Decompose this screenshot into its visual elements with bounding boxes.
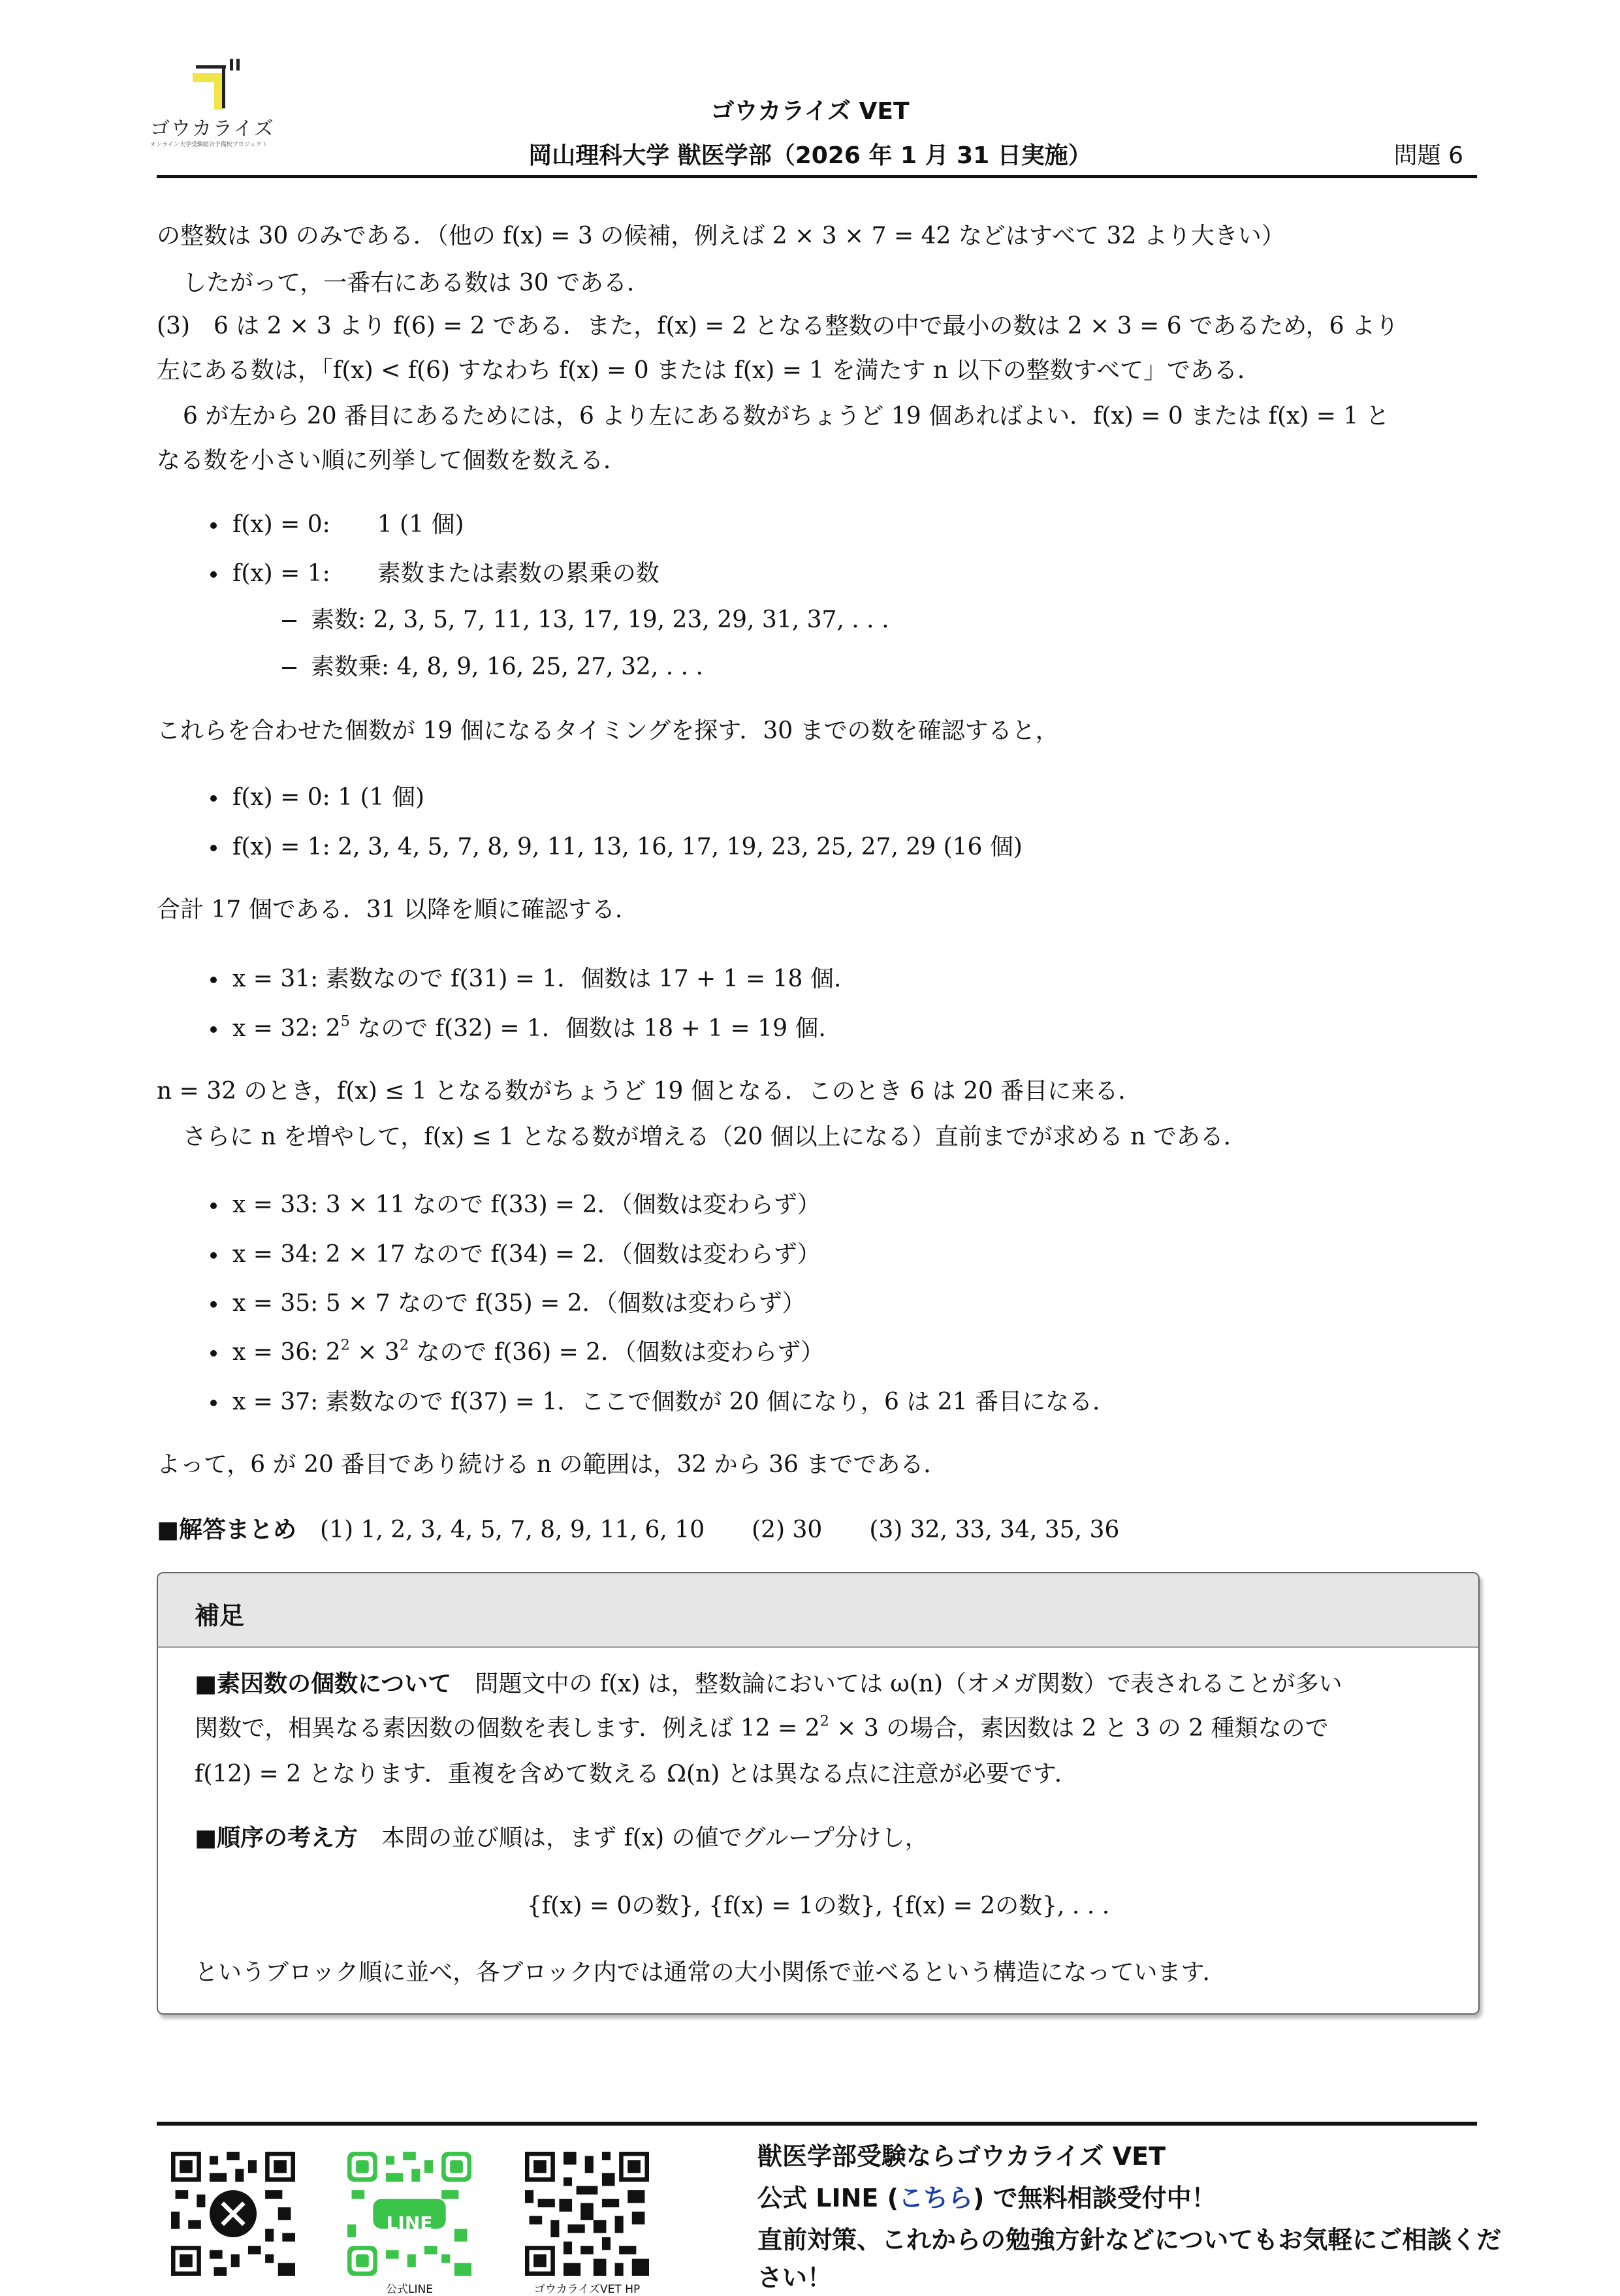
body-line: これらを合わせた個数が 19 個になるタイミングを探す．30 までの数を確認すると， xyxy=(157,717,1059,744)
bullet-icon xyxy=(210,522,217,529)
list-item: x = 32: $2^5$ なので f(32) = 1．個数は 18 + 1 = 19 個. xyxy=(232,1013,826,1042)
body-line: 合計 17 個である．31 以降を順に確認する． xyxy=(157,896,639,923)
ad-line: さい！ xyxy=(757,2263,833,2292)
supplement-box xyxy=(157,1572,1480,2015)
bullet-icon xyxy=(210,1400,217,1406)
supplement-title: 補足 xyxy=(195,1601,245,1630)
qr-x-icon[interactable] xyxy=(171,2152,295,2276)
sub-list-item: 素数乗: 4, 8, 9, 16, 25, 27, 32, . . . xyxy=(311,653,703,680)
body-line: よって，6 が 20 番目であり続ける n の範囲は，32 から 36 までである． xyxy=(157,1451,947,1478)
list-item: x = 33: 3 × 11 なので f(33) = 2．（個数は変わらず） xyxy=(232,1191,821,1218)
body-line: (3) 6 は 2 × 3 より f(6) = 2 である．また，f(x) = 2 となる整数の中で最小の数は 2 × 3 = 6 であるため，6 より xyxy=(157,313,1399,339)
dash-icon xyxy=(282,620,296,622)
answer-summary-text: (1) 1, 2, 3, 4, 5, 7, 8, 9, 11, 6, 10 (2) 30 (3) 32, 33, 34, 35, 36 xyxy=(320,1517,1120,1543)
ad-line: 直前対策、これからの勉強方針などについてもお気軽にご相談くだ xyxy=(757,2225,1502,2254)
footer-rule xyxy=(157,2122,1477,2126)
list-item: x = 36: $2^2 \times 3^2$ なので f(36) = 2．（個数は変わらず） xyxy=(232,1336,825,1366)
body-line: 6 が左から 20 番目にあるためには，6 より左にある数がちょうど 19 個あればよい．f(x) = 0 または f(x) = 1 と xyxy=(183,403,1390,430)
body-line: n = 32 のとき，f(x) ≤ 1 となる数がちょうど 19 個となる．このとき 6 は 20 番目に来る． xyxy=(157,1078,1142,1105)
header-brand: ゴウカライズ VET xyxy=(710,98,910,125)
dash-icon xyxy=(282,667,296,669)
qr-hp-label: ゴウカライズVET HP xyxy=(533,2283,641,2296)
header-subtitle: 岡山理科大学 獣医学部（2026 年 1 月 31 日実施） xyxy=(528,142,1092,169)
supplement-formula: {f(x) = 0の数}, {f(x) = 1の数}, {f(x) = 2の数}, . . . xyxy=(526,1893,1110,1919)
bullet-icon xyxy=(210,1203,217,1209)
line-link[interactable]: こちら xyxy=(898,2184,973,2212)
bullet-icon xyxy=(210,1252,217,1259)
list-item: f(x) = 0: 1 (1 個) xyxy=(232,784,425,811)
bullet-icon xyxy=(210,1301,217,1308)
list-item: f(x) = 0: 1 (1 個) xyxy=(232,511,464,538)
supplement-line: ■素因数の個数について 問題文中の f(x) は，整数論においては ω(n)（オメガ関数）で表されることが多い xyxy=(195,1671,1342,1697)
supplement-line: ■順序の考え方 本問の並び順は，まず f(x) の値でグループ分けし， xyxy=(195,1825,929,1851)
list-item: x = 35: 5 × 7 なので f(35) = 2．（個数は変わらず） xyxy=(232,1290,806,1317)
list-item: x = 31: 素数なので f(31) = 1．個数は 17 + 1 = 18 個. xyxy=(232,966,842,992)
body-line: なる数を小さい順に列挙して個数を数える． xyxy=(157,447,627,474)
bullet-icon xyxy=(210,571,217,578)
body-line: さらに n を増やして，f(x) ≤ 1 となる数が増える（20 個以上になる）直前までが求める n である． xyxy=(183,1124,1247,1150)
problem-number: 問題 6 xyxy=(1393,142,1463,169)
list-item: f(x) = 1: 素数または素数の累乗の数 xyxy=(232,560,659,587)
bullet-icon xyxy=(210,977,217,983)
body-line: したがって，一番右にある数は 30 である． xyxy=(183,270,650,296)
list-item: x = 34: 2 × 17 なので f(34) = 2．（個数は変わらず） xyxy=(232,1241,821,1268)
bullet-icon xyxy=(210,795,217,802)
header-rule xyxy=(157,175,1477,178)
answer-summary-label: ■解答まとめ xyxy=(157,1517,297,1543)
bullet-icon xyxy=(210,1350,217,1357)
logo-name: ゴウカライズ xyxy=(150,118,275,140)
body-line: の整数は 30 のみである．（他の f(x) = 3 の候補，例えば 2 × 3 × 7 = 42 などはすべて 32 より大きい） xyxy=(157,223,1285,249)
list-item: f(x) = 1: 2, 3, 4, 5, 7, 8, 9, 11, 13, 16, 17, 19, 23, 25, 27, 29 (16 個) xyxy=(232,834,1023,860)
list-item: x = 37: 素数なので f(37) = 1．ここで個数が 20 個になり，6 は 21 番目になる． xyxy=(232,1389,1117,1415)
bullet-icon xyxy=(210,1026,217,1033)
supplement-line: f(12) = 2 となります．重複を含めて数える Ω(n) とは異なる点に注意が必要です． xyxy=(195,1761,1078,1787)
body-line: 左にある数は，「f(x) < f(6) すなわち f(x) = 0 または f(x) = 1 を満たす n 以下の整数すべて」である． xyxy=(157,357,1261,384)
logo-tagline: オンライン大学受験総合予備校プロジェクト xyxy=(150,142,268,148)
sub-list-item: 素数: 2, 3, 5, 7, 11, 13, 17, 19, 23, 29, 31, 37, . . . xyxy=(311,606,889,633)
ad-line: 獣医学部受験ならゴウカライズ VET xyxy=(757,2142,1166,2171)
qr-line-label: 公式LINE xyxy=(386,2283,433,2296)
ad-line: 公式 LINE (こちら) で無料相談受付中！ xyxy=(757,2184,1216,2212)
supplement-line: というブロック順に並べ，各ブロック内では通常の大小関係で並べるという構造になっています． xyxy=(195,1959,1226,1986)
bullet-icon xyxy=(210,845,217,851)
answer-summary xyxy=(157,1516,1119,1545)
supplement-header xyxy=(158,1573,1478,1648)
supplement-line: 関数で，相異なる素因数の個数を表します．例えば $12 = 2^2 \times 3$ の場合，素因数は 2 と 3 の 2 種類なので xyxy=(195,1712,1329,1742)
qr-hp-icon[interactable] xyxy=(525,2152,649,2276)
qr-line-text: LINE xyxy=(386,2212,433,2234)
